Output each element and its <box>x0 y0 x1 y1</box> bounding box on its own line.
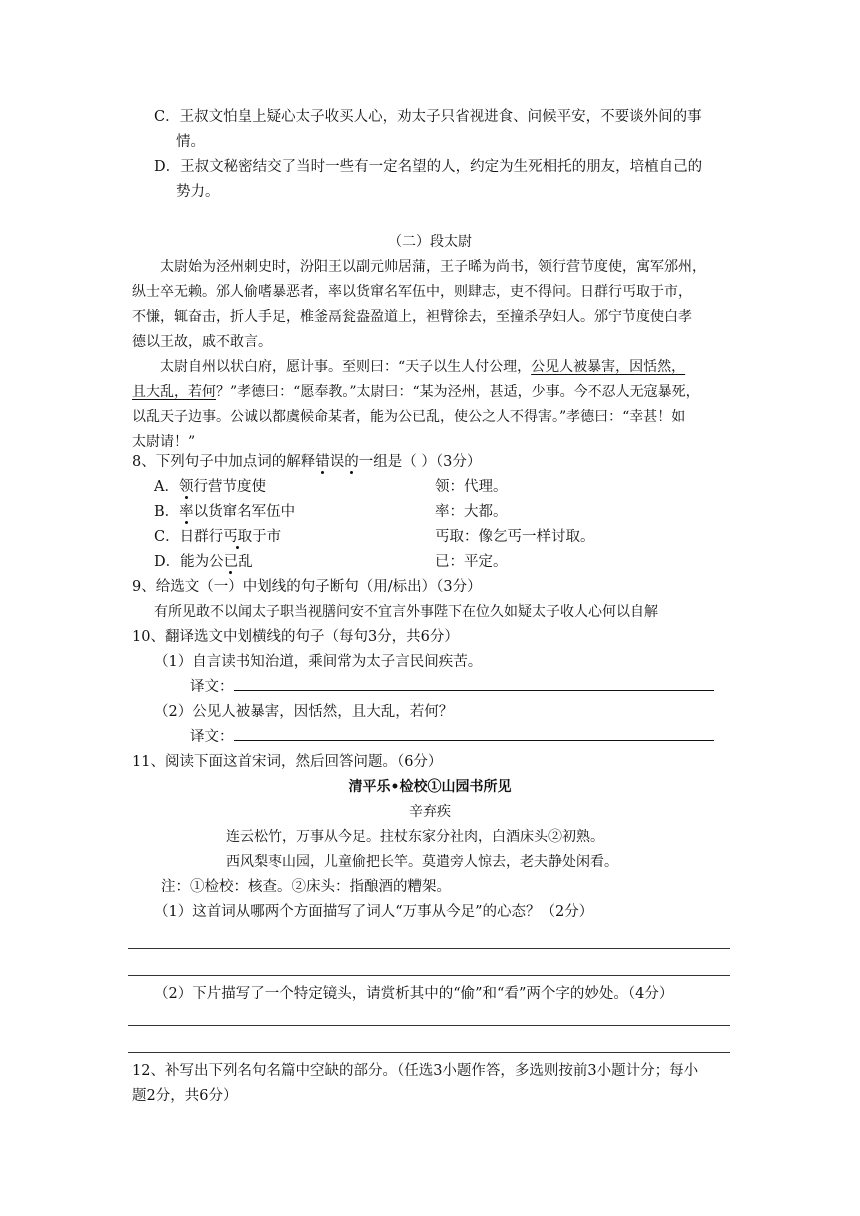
passage-p2-line1-text: 太尉自州以状白府，愿计事。至则曰：“天子以生人付公理， <box>160 359 532 375</box>
q8-stem-text-3: 一组是（ ）（3分） <box>358 454 482 470</box>
q8-a-letter: A． <box>154 479 179 495</box>
q8-option-a <box>154 476 266 498</box>
q9-text: 有所见敢不以闻太子职当视膳问安不宜言外事陛下在位久如疑太子收人心何以自解 <box>154 604 658 620</box>
passage-p1-line4: 德以王故，戚不敢言。 <box>132 334 272 350</box>
q8-stem-text: 8、下列句子中加点词的解释 <box>132 454 316 470</box>
q8-stem <box>132 451 481 473</box>
answer-line[interactable] <box>128 975 730 976</box>
passage-p1-line3: 不慊，辄奋击，折人手足，椎釜鬲瓮盎盈道上，袒臂徐去，至撞杀孕妇人。邠宁节度使白孝 <box>132 309 692 325</box>
passage-p1-line1: 太尉始为泾州刺史时，汾阳王以副元帅居蒲，王子晞为尚书，领行营节度使，寓军邠州， <box>160 259 706 275</box>
q8-b-rest: 以货窜名军伍中 <box>193 504 296 520</box>
passage-p2-line3: 以乱天子边事。公诚以都虞候命某者，能为公已乱，使公之人不得害。”孝德曰：“幸甚！如 <box>132 409 686 425</box>
poem-line-1: 连云松竹，万事从今足。拄杖东家分社肉，白酒床头②初熟。 <box>226 829 604 845</box>
passage-p2-line1 <box>160 356 685 378</box>
q11-sub-1: （1）这首词从哪两个方面描写了词人“万事从今足”的心态？（2分） <box>154 904 594 920</box>
q12-stem-line1: 12、补写出下列名句名篇中空缺的部分。（任选3小题作答，多选则按前3小题计分；每小 <box>132 1063 699 1079</box>
q10-answer-1-label: 译文： <box>190 679 234 695</box>
option-d-line1: D．王叔文秘密结交了当时一些有一定名望的人，约定为生死相托的朋友，培植自己的 <box>154 159 703 175</box>
q8-stem-dotted-2: 的 <box>344 454 359 470</box>
q10-stem: 10、翻译选文中划横线的句子（每句3分，共6分） <box>132 629 459 645</box>
q8-option-c <box>154 526 281 548</box>
q8-c-rest: 于市 <box>252 529 282 545</box>
poem-line-2: 西风梨枣山园，儿童偷把长竿。莫遣旁人惊去，老夫静处闲看。 <box>226 854 618 870</box>
q8-option-d <box>154 551 253 573</box>
passage-p1-line2: 纵士卒无赖。邠人偷嗜暴恶者，率以货窜名军伍中，则肆志，吏不得问。日群行丐取于市， <box>132 284 692 300</box>
q10-answer-1[interactable] <box>190 676 714 698</box>
answer-line[interactable] <box>128 1025 730 1026</box>
q8-option-b-explanation: 率：大都。 <box>435 504 508 520</box>
q10-answer-2-label: 译文： <box>190 729 234 745</box>
poem-author: 辛弃疾 <box>409 804 451 820</box>
q8-a-rest: 行营节度使 <box>193 479 266 495</box>
q8-d-dotted: 已 <box>223 554 239 570</box>
q8-option-b <box>154 501 295 523</box>
q8-stem-text-2: 误 <box>329 454 345 470</box>
q8-option-a-explanation: 领：代理。 <box>435 479 508 495</box>
q11-stem: 11、阅读下面这首宋词，然后回答问题。（6分） <box>132 754 443 770</box>
q8-c-dotted: 丐取 <box>223 529 253 545</box>
q10-sentence-1: （1）自言读书知治道，乘间常为太子言民间疾苦。 <box>154 654 483 670</box>
q10-answer-2[interactable] <box>190 726 714 748</box>
poem-title: 清平乐•检校①山园书所见 <box>348 779 512 795</box>
underlined-sentence-part2: 且大乱，若何 <box>132 384 216 400</box>
q8-stem-dotted-1: 错 <box>315 454 330 470</box>
q8-d-letter: D．能为公 <box>154 554 224 570</box>
q11-sub-2: （2）下片描写了一个特定镜头，请赏析其中的“偷”和“看”两个字的妙处。（4分） <box>154 986 674 1002</box>
answer-line[interactable] <box>128 948 730 949</box>
q10-answer-1-blank[interactable] <box>234 676 714 691</box>
underlined-sentence-part1: 公见人被暴害，因恬然， <box>531 359 686 375</box>
answer-line[interactable] <box>128 1052 730 1053</box>
q8-a-dotted: 领 <box>178 479 194 495</box>
q8-option-c-explanation: 丐取：像乞丐一样讨取。 <box>435 529 595 545</box>
q8-c-letter: C．日群行 <box>154 529 224 545</box>
passage-p2-line4: 太尉请！” <box>132 434 196 450</box>
q10-sentence-2: （2）公见人被暴害，因恬然，且大乱，若何？ <box>154 704 454 720</box>
passage-p2-line2-text: ？”孝德曰：“愿奉教。”太尉曰：“某为泾州，甚适，少事。今不忍人无寇暴死， <box>216 384 700 400</box>
q9-stem: 9、给选文（一）中划线的句子断句（用/标出）（3分） <box>132 579 482 595</box>
q8-b-dotted: 率 <box>179 504 194 520</box>
q8-option-d-explanation: 已：平定。 <box>435 554 508 570</box>
q10-answer-2-blank[interactable] <box>234 726 714 741</box>
passage-title: （二）段太尉 <box>388 234 472 250</box>
q8-d-rest: 乱 <box>238 554 253 570</box>
option-c-line1: C．王叔文怕皇上疑心太子收买人心，劝太子只省视进食、问候平安，不要谈外间的事 <box>154 109 702 125</box>
poem-note: 注：①检校：核查。②床头：指酿酒的糟架。 <box>161 879 451 895</box>
passage-p2-line2 <box>132 381 700 403</box>
option-d-line2: 势力。 <box>176 184 220 200</box>
option-c-line2: 情。 <box>176 134 205 150</box>
q12-stem-line2: 题2分，共6分） <box>132 1088 238 1104</box>
q8-b-letter: B． <box>154 504 180 520</box>
